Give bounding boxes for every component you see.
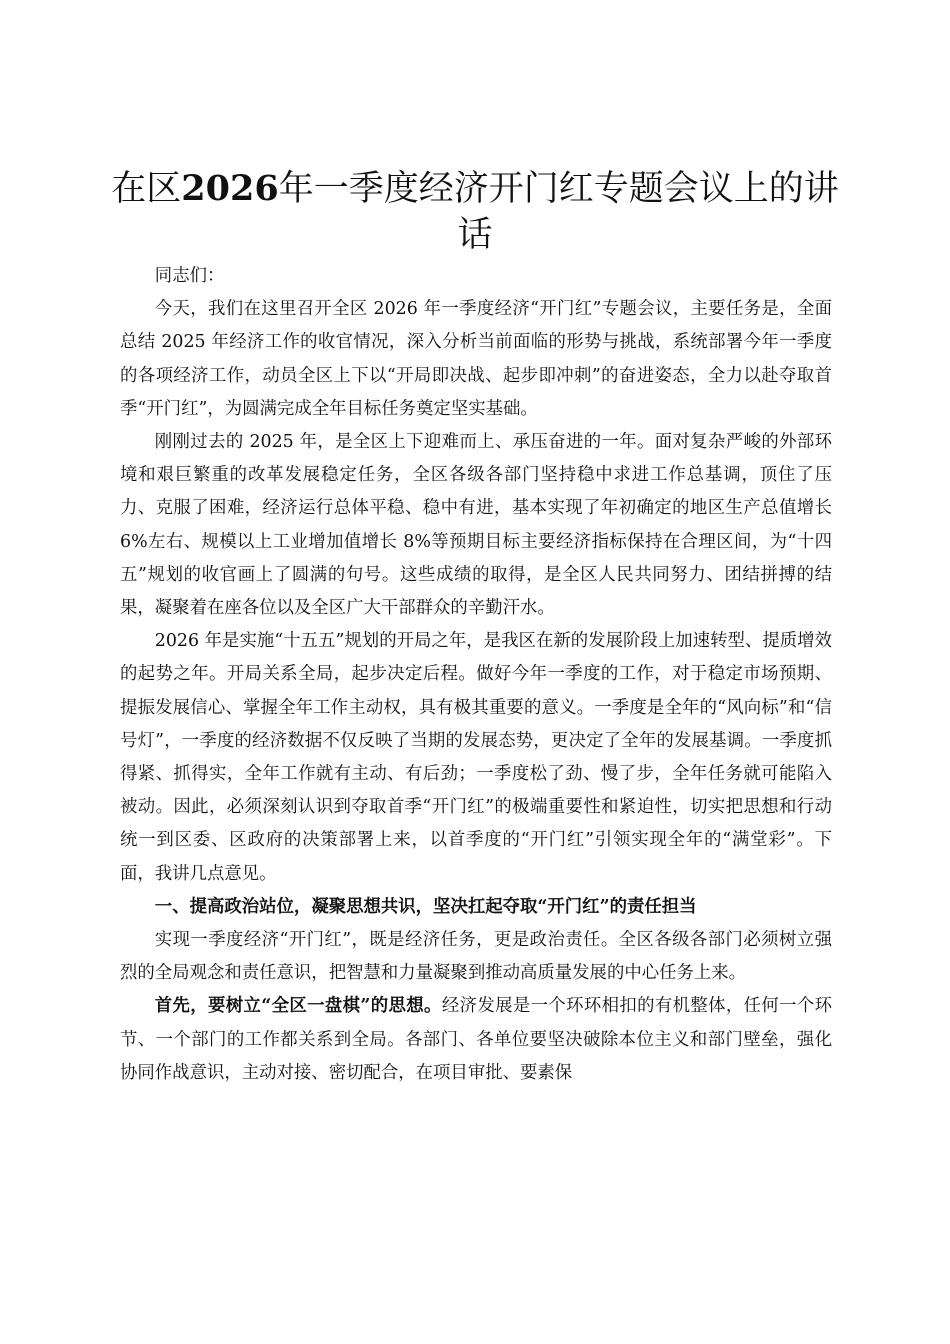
title-part-3: 年一季度经济开门红专题会议上的讲话 bbox=[278, 169, 839, 255]
salutation: 同志们： bbox=[154, 266, 225, 286]
paragraph-intro: 今天，我们在这里召开全区 2026 年一季度经济“开门红”专题会议，主要任务是，全面总结 2025 年经济工作的收官情况，深入分析当前面临的形势与挑战，系统部署今年一季度的各项经济工作，动员全区上下以“开局即决战、起步即冲刺”的奋进姿态，全力以赴夺取首季“开门红”，为圆满完成全年目标任务奠定坚实基础。 bbox=[120, 299, 832, 419]
title-part-1: 在区 bbox=[111, 169, 182, 209]
document-title bbox=[100, 166, 850, 258]
point-1-lead: 首先，要树立“全区一盘棋”的思想。 bbox=[154, 996, 442, 1017]
point-1-text: 经济发展是一个环环相扣的有机整体，任何一个环节、一个部门的工作都关系到全局。各部门、各单位要坚决破除本位主义和部门壁垒，强化协同作战意识，主动对接、密切配合，在项目审批、要素保 bbox=[120, 996, 832, 1083]
section-1-intro: 实现一季度经济“开门红”，既是经济任务，更是政治责任。全区各级各部门必须树立强烈的全局观念和责任意识，把智慧和力量凝聚到推动高质量发展的中心任务上来。 bbox=[120, 930, 832, 984]
title-year: 2026 bbox=[181, 168, 279, 209]
paragraph-outlook-2026: 2026 年是实施“十五五”规划的开局之年，是我区在新的发展阶段上加速转型、提质增效的起势之年。开局关系全局，起步决定后程。做好今年一季度的工作，对于稳定市场预期、提振发展信心、掌握全年工作主动权，具有极其重要的意义。一季度是全年的“风向标”和“信号灯”，一季度的经济数据不仅反映了当期的发展态势，更决定了全年的发展基调。一季度抓得紧、抓得实，全年工作就有主动、有后劲；一季度松了劲、慢了步，全年任务就可能陷入被动。因此，必须深刻认识到夺取首季“开门红”的极端重要性和紧迫性，切实把思想和行动统一到区委、区政府的决策部署上来，以首季度的“开门红”引领实现全年的“满堂彩”。下面，我讲几点意见。 bbox=[120, 631, 832, 884]
section-1-point-1 bbox=[120, 990, 832, 1090]
document-body bbox=[120, 260, 832, 1090]
section-1-heading: 一、提高政治站位，凝聚思想共识，坚决扛起夺取“开门红”的责任担当 bbox=[154, 896, 697, 917]
paragraph-review-2025: 刚刚过去的 2025 年，是全区上下迎难而上、承压奋进的一年。面对复杂严峻的外部环境和艰巨繁重的改革发展稳定任务，全区各级各部门坚持稳中求进工作总基调，顶住了压力、克服了困难，经济运行总体平稳、稳中有进，基本实现了年初确定的地区生产总值增长 6%左右、规模以上工业增加值增长 8%等预期目标主要经济指标保持在合理区间，为“十四五”规划的收官画上了圆满的句号。这些成绩的取得，是全区人民共同努力、团结拼搏的结果，凝聚着在座各位以及全区广大干部群众的辛勤汗水。 bbox=[120, 432, 832, 619]
